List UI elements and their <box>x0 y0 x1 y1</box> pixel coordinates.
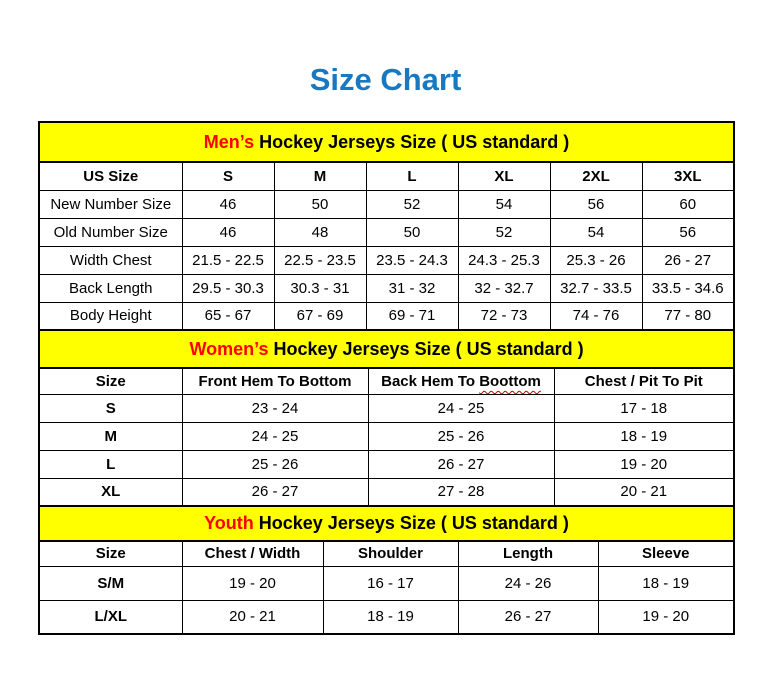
value-cell: 48 <box>274 218 366 246</box>
table-row <box>39 218 734 246</box>
value-cell: 60 <box>642 190 734 218</box>
row-label: L <box>39 450 182 478</box>
table-row <box>39 422 734 450</box>
mens-banner-prefix: Men’s <box>203 131 255 152</box>
value-cell: 20 - 21 <box>182 600 323 634</box>
table-row <box>39 246 734 274</box>
value-cell: 30.3 - 31 <box>274 274 366 302</box>
row-label: M <box>39 422 182 450</box>
mens-column-header: US Size <box>39 162 182 190</box>
row-label: Old Number Size <box>39 218 182 246</box>
value-cell: 56 <box>642 218 734 246</box>
row-label: XL <box>39 478 182 506</box>
mens-column-header: 3XL <box>642 162 734 190</box>
value-cell: 23.5 - 24.3 <box>366 246 458 274</box>
row-label: L/XL <box>39 600 182 634</box>
youth-column-header: Sleeve <box>598 541 734 566</box>
value-cell: 18 - 19 <box>598 566 734 600</box>
table-row <box>39 274 734 302</box>
value-cell: 46 <box>182 218 274 246</box>
womens-column-header-misspelled <box>368 368 554 394</box>
youth-column-header: Length <box>458 541 598 566</box>
value-cell: 24.3 - 25.3 <box>458 246 550 274</box>
value-cell: 31 - 32 <box>366 274 458 302</box>
mens-column-header: 2XL <box>550 162 642 190</box>
youth-size-table <box>38 505 735 635</box>
value-cell: 23 - 24 <box>182 394 368 422</box>
row-label: S/M <box>39 566 182 600</box>
row-label: Back Length <box>39 274 182 302</box>
value-cell: 54 <box>458 190 550 218</box>
womens-column-header: Chest / Pit To Pit <box>554 368 734 394</box>
value-cell: 20 - 21 <box>554 478 734 506</box>
womens-size-table <box>38 329 735 507</box>
value-cell: 24 - 25 <box>368 394 554 422</box>
value-cell: 74 - 76 <box>550 302 642 330</box>
value-cell: 25 - 26 <box>182 450 368 478</box>
value-cell: 25 - 26 <box>368 422 554 450</box>
youth-column-header: Size <box>39 541 182 566</box>
youth-banner-prefix: Youth <box>204 513 254 533</box>
value-cell: 29.5 - 30.3 <box>182 274 274 302</box>
value-cell: 50 <box>366 218 458 246</box>
value-cell: 50 <box>274 190 366 218</box>
mens-column-header: M <box>274 162 366 190</box>
value-cell: 19 - 20 <box>554 450 734 478</box>
youth-column-header: Chest / Width <box>182 541 323 566</box>
value-cell: 19 - 20 <box>182 566 323 600</box>
value-cell: 52 <box>458 218 550 246</box>
mens-banner-rest: Hockey Jerseys Size ( US standard ) <box>254 131 570 152</box>
value-cell: 72 - 73 <box>458 302 550 330</box>
mens-size-table <box>38 121 735 331</box>
youth-banner-rest: Hockey Jerseys Size ( US standard ) <box>253 513 569 533</box>
value-cell: 22.5 - 23.5 <box>274 246 366 274</box>
value-cell: 56 <box>550 190 642 218</box>
value-cell: 65 - 67 <box>182 302 274 330</box>
misspelled-word: Boottom <box>479 372 541 390</box>
value-cell: 18 - 19 <box>554 422 734 450</box>
page-title: Size Chart <box>309 62 462 97</box>
mens-column-header: XL <box>458 162 550 190</box>
row-label: Width Chest <box>39 246 182 274</box>
table-row <box>39 450 734 478</box>
womens-section-banner-row <box>39 330 734 368</box>
value-cell: 16 - 17 <box>323 566 458 600</box>
table-row <box>39 190 734 218</box>
value-cell: 67 - 69 <box>274 302 366 330</box>
table-row <box>39 600 734 634</box>
youth-section-banner-row <box>39 506 734 541</box>
value-cell: 18 - 19 <box>323 600 458 634</box>
youth-header-row <box>39 541 734 566</box>
value-cell: 26 - 27 <box>368 450 554 478</box>
womens-column-header: Size <box>39 368 182 394</box>
womens-banner-rest: Hockey Jerseys Size ( US standard ) <box>268 338 584 359</box>
table-row <box>39 566 734 600</box>
mens-column-header: S <box>182 162 274 190</box>
value-cell: 32.7 - 33.5 <box>550 274 642 302</box>
value-cell: 26 - 27 <box>458 600 598 634</box>
value-cell: 32 - 32.7 <box>458 274 550 302</box>
size-chart <box>38 121 733 635</box>
table-row <box>39 302 734 330</box>
table-row <box>39 478 734 506</box>
value-cell: 69 - 71 <box>366 302 458 330</box>
row-label: New Number Size <box>39 190 182 218</box>
value-cell: 77 - 80 <box>642 302 734 330</box>
value-cell: 27 - 28 <box>368 478 554 506</box>
value-cell: 26 - 27 <box>182 478 368 506</box>
table-row <box>39 394 734 422</box>
value-cell: 25.3 - 26 <box>550 246 642 274</box>
value-cell: 26 - 27 <box>642 246 734 274</box>
youth-section-banner <box>39 506 734 541</box>
mens-column-header: L <box>366 162 458 190</box>
womens-banner-prefix: Women’s <box>189 338 269 359</box>
mens-section-banner-row <box>39 122 734 162</box>
value-cell: 21.5 - 22.5 <box>182 246 274 274</box>
value-cell: 33.5 - 34.6 <box>642 274 734 302</box>
mens-header-row <box>39 162 734 190</box>
womens-header-row <box>39 368 734 394</box>
value-cell: 19 - 20 <box>598 600 734 634</box>
row-label: S <box>39 394 182 422</box>
value-cell: 17 - 18 <box>554 394 734 422</box>
value-cell: 24 - 25 <box>182 422 368 450</box>
youth-column-header: Shoulder <box>323 541 458 566</box>
value-cell: 24 - 26 <box>458 566 598 600</box>
value-cell: 54 <box>550 218 642 246</box>
value-cell: 46 <box>182 190 274 218</box>
row-label: Body Height <box>39 302 182 330</box>
womens-column-header: Front Hem To Bottom <box>182 368 368 394</box>
mens-section-banner <box>39 122 734 162</box>
womens-header-text: Back Hem To <box>381 372 480 390</box>
value-cell: 52 <box>366 190 458 218</box>
womens-section-banner <box>39 330 734 368</box>
